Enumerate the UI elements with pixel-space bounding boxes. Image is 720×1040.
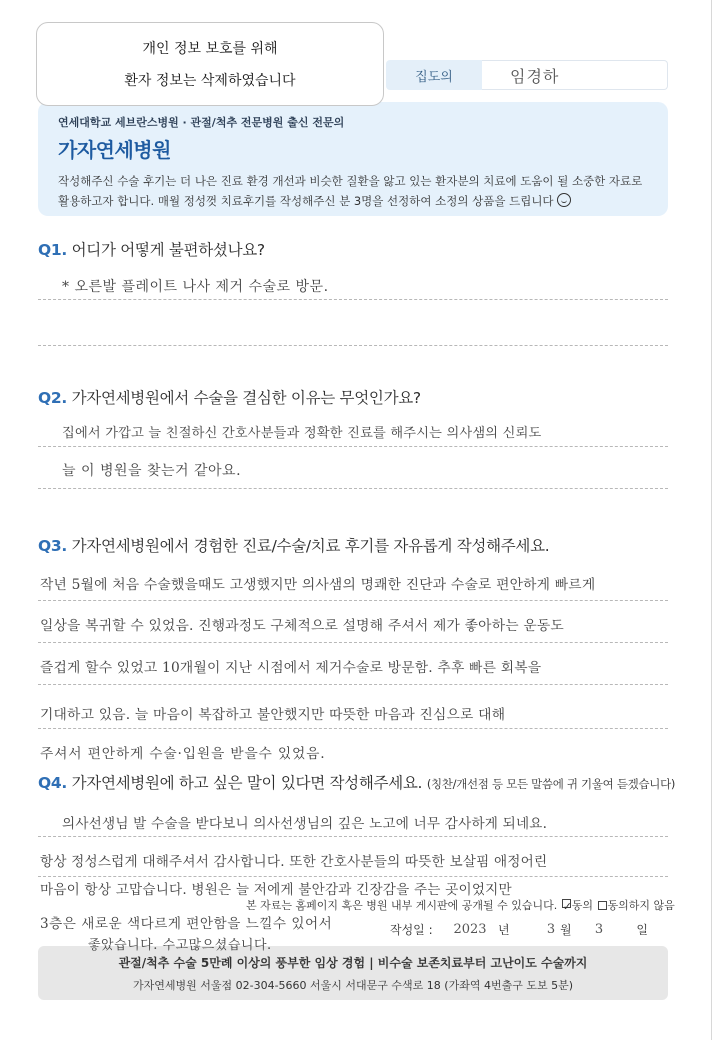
surgeon-label: 집도의	[386, 60, 482, 90]
answer-rule	[38, 345, 668, 346]
answer-rule	[38, 684, 668, 685]
answer-line: 작년 5월에 처음 수술했을때도 고생했지만 의사샘의 명쾌한 진단과 수술로 편안하게 빠르게	[40, 577, 596, 593]
answer-rule	[38, 446, 668, 447]
footer-banner	[38, 946, 668, 1000]
surgeon-value: 임경하	[482, 60, 668, 90]
question-text: 어디가 어떻게 불편하셨나요?	[71, 241, 265, 259]
smile-icon	[557, 193, 571, 207]
answer-line: 즐겁게 할수 있었고 10개월이 지난 시점에서 제거수술로 방문함. 추후 빠른 회복을	[40, 660, 542, 676]
question-number: Q4.	[38, 774, 67, 792]
question-2	[38, 386, 421, 408]
answer-line: 기대하고 있음. 늘 마음이 복잡하고 불안했지만 따뜻한 마음과 진심으로 대해	[40, 707, 506, 723]
intro-description	[58, 171, 648, 211]
footer-address: 가자연세병원 서울점 02-304-5660 서울시 서대문구 수색로 18 (가좌역 4번출구 도보 5분)	[133, 978, 573, 992]
answer-line: * 오른발 플레이트 나사 제거 수술로 방문.	[62, 279, 329, 295]
answer-line: 늘 이 병원을 찾는거 같아요.	[62, 463, 242, 479]
date-year: 2023	[453, 921, 487, 937]
answer-line: 좋았습니다. 수고많으셨습니다.	[88, 938, 272, 953]
answer-line: 3층은 새로운 색다르게 편안함을 느낄수 있어서	[40, 916, 333, 932]
answer-line: 집에서 가깝고 늘 친절하신 간호사분들과 정확한 진료를 해주시는 의사샘의 신뢰도	[62, 426, 542, 441]
question-4	[38, 771, 675, 793]
answer-line: 일상을 복귀할 수 있었음. 진행과정도 구체적으로 설명해 주셔서 제가 좋아하는 운동도	[40, 618, 564, 634]
intro-desc-line2: 활용하고자 합니다. 매월 정성껏 치료후기를 작성해주신 분 3명을 선정하여 소정의 상품을 드립니다	[58, 194, 554, 208]
answer-rule	[38, 488, 668, 489]
question-text: 가자연세병원에서 경험한 진료/수술/치료 후기를 자유롭게 작성해주세요.	[71, 537, 550, 555]
notice-text: 본 자료는 홈페이지 혹은 병원 내부 게시판에 공개될 수 있습니다.	[246, 899, 558, 912]
written-date	[390, 918, 668, 940]
answer-line: 마음이 항상 고맙습니다. 병원은 늘 저에게 불안감과 긴장감을 주는 곳이었지만	[40, 882, 512, 898]
question-3	[38, 534, 549, 556]
answer-rule	[38, 642, 668, 643]
answer-rule	[38, 836, 668, 837]
question-text: 가자연세병원에 하고 싶은 말이 있다면 작성해주세요.	[71, 774, 423, 792]
date-label: 작성일 :	[390, 922, 433, 937]
intro-subtitle: 연세대학교 세브란스병원 · 관절/척추 전문병원 출신 전문의	[58, 116, 345, 129]
date-month-unit: 월	[560, 922, 572, 937]
footer-tagline: 관절/척추 수술 5만례 이상의 풍부한 임상 경험 | 비수술 보존치료부터 고난이도 수술까지	[118, 955, 588, 970]
page-edge	[711, 0, 712, 1040]
date-day-unit: 일	[636, 922, 648, 937]
intro-box	[38, 102, 668, 216]
question-number: Q3.	[38, 537, 67, 555]
surgeon-field	[386, 60, 668, 90]
privacy-note	[36, 22, 384, 106]
answer-line: 의사선생님 발 수술을 받다보니 의사선생님의 깊은 노고에 너무 감사하게 되네요.	[62, 816, 548, 832]
agree-checkbox[interactable]: ✓	[562, 900, 572, 913]
date-month: 3	[546, 921, 556, 937]
answer-rule	[38, 600, 668, 601]
date-day: 3	[594, 921, 604, 937]
question-1	[38, 238, 265, 260]
answer-line: 항상 정성스럽게 대해주셔서 감사합니다. 또한 간호사분들의 따뜻한 보살핌 애정어린	[40, 854, 548, 870]
question-number: Q1.	[38, 241, 67, 259]
privacy-note-line2: 환자 정보는 삭제하였습니다	[124, 73, 296, 89]
privacy-note-line1: 개인 정보 보호를 위해	[142, 41, 278, 57]
answer-rule	[38, 728, 668, 729]
disagree-checkbox[interactable]	[598, 901, 607, 910]
publication-notice	[246, 897, 675, 913]
hospital-title: 가자연세병원	[58, 138, 171, 162]
intro-desc-line1: 작성해주신 수술 후기는 더 나은 진료 환경 개선과 비슷한 질환을 앓고 있는 환자분의 치료에 도움이 될 소중한 자료로	[58, 174, 643, 188]
agree-label: 동의	[571, 899, 594, 912]
question-hint: (칭찬/개선점 등 모든 말씀에 귀 기울여 듣겠습니다)	[426, 777, 676, 791]
disagree-label: 동의하지 않음	[607, 899, 675, 912]
question-number: Q2.	[38, 389, 67, 407]
question-text: 가자연세병원에서 수술을 결심한 이유는 무엇인가요?	[71, 389, 421, 407]
answer-line: 주셔서 편안하게 수술·입원을 받을수 있었음.	[40, 746, 326, 762]
answer-rule	[38, 876, 668, 877]
answer-rule	[38, 299, 668, 300]
date-year-unit: 년	[498, 922, 510, 937]
